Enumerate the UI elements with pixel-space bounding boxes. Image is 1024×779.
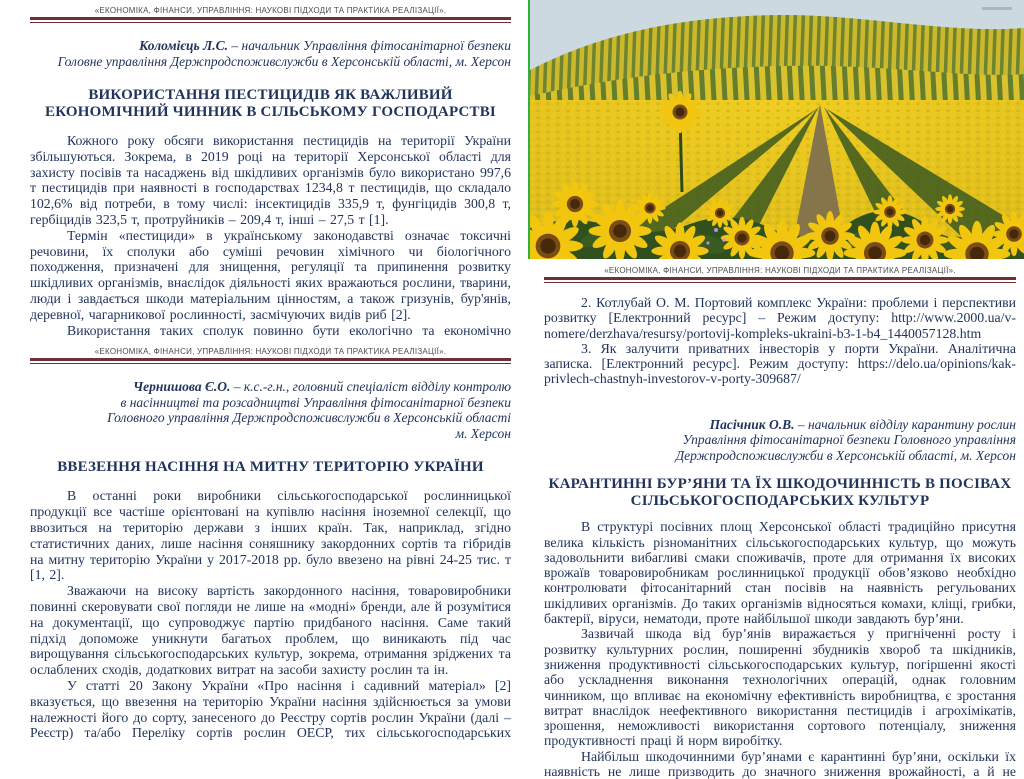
paragraph: Термін «пестициди» в українському законодавстві означає токсичні речовини, їх сполуки або суміші речовин хімічного чи біологічного походження, призначені для знищення, регуляції та припинення розвитку шкідливих організмів, внаслідок діяльності яких вражаються рослини, тварини, люди і завдається шкоди матеріальним цінностям, а також гризунів, бур'янів, деревної, чагарникової рослинності, засмічуючих видів риб [2]. — [30, 227, 511, 322]
journal-header-rule — [544, 277, 1016, 283]
title-line: КАРАНТИННІ БУР’ЯНИ ТА ЇХ ШКОДОЧИННІСТЬ В ПОСІВАХ — [548, 476, 1012, 493]
title-line: СІЛЬСЬКОГОСПОДАРСЬКИХ КУЛЬТУР — [630, 493, 930, 510]
paragraph: В останні роки виробники сільськогосподарської рослинницької продукції все частіше орієнтовані на купівлю насіння іноземної селекції, що ввозиться на територію держави з інших країн. Так, наприклад, згідно статистичних даних, лише насіння соняшнику закордонних сортів та гібридів на митну територію України у 2017-2018 рр. було ввезено на рівні 24-25 тис. т [1, 2]. — [30, 488, 511, 583]
photo-watermark — [982, 7, 1012, 10]
sunflower-field-photo — [528, 0, 1024, 259]
author-line — [30, 38, 511, 54]
author-affiliation: Головного управління Держпродспоживслужби в Херсонській області — [107, 410, 511, 426]
paragraph: Зважаючи на високу вартість закордонного насіння, товаровиробники повинні скеровувати свої погляди не лише на «модні» бренди, але й розумітися на документації, що супроводжує партію придбаного насіння. Саме такий підхід допоможе уникнути багатьох проблем, що виникають під час вирощування сільськогосподарських культур, зокрема, отримання зріджених та ослаблених сходів, додаткових витрат на засоби захисту рослин та ін. — [30, 583, 511, 678]
author-role: – начальник відділу карантину рослин — [794, 416, 1016, 432]
title-line: ВИКОРИСТАННЯ ПЕСТИЦИДІВ ЯК ВАЖЛИВИЙ — [88, 87, 453, 103]
reference-item: 3. Як залучити приватних інвесторів у порти України. Аналітична записка. [Електронний ресурс]. Режим доступу: https://delo.ua/opinions/kak-privlech-chastnyh-investorov-v-porty-309687/ — [544, 340, 1016, 387]
article-title-seeds-import: ВВЕЗЕННЯ НАСІННЯ НА МИТНУ ТЕРИТОРІЮ УКРАЇНИ — [57, 459, 484, 476]
author-name: Пасічник О.В. — [709, 416, 795, 432]
left-page — [30, 0, 511, 741]
author-affiliation: Управління фітосанітарної безпеки Головного управління — [682, 432, 1016, 448]
journal-running-header: «ЕКОНОМІКА, ФІНАНСИ, УПРАВЛІННЯ: НАУКОВІ ПІДХОДИ ТА ПРАКТИКА РЕАЛІЗАЦІЇ». — [604, 266, 956, 275]
title-line: ЕКОНОМІЧНИЙ ЧИННИК В СІЛЬСЬКОМУ ГОСПОДАРСТВІ — [45, 104, 496, 120]
article-title-quarantine-weeds — [544, 476, 1016, 510]
reference-item: 2. Котлубай О. М. Портовий комплекс України: проблеми і перспективи розвитку [Електронний ресурс] – Режим доступу: http://www.2000.ua/v-nomere/derzhava/resursy/portovij-kompleks-ukraini-b3-1-b4_1440057128.htm — [544, 295, 1016, 341]
paragraph: В структурі посівних площ Херсонської області традиційно присутня велика кількість різноманітних сільськогосподарських культур, що можуть задовольнити вибагливі смаки споживачів, проте для отримання їх високих врожаїв товаровиробникам рослинницької продукції обов’язково необхідно контролювати фітосанітарний стан посівів на наявність регульованих шкідливих організмів. До таких організмів відносяться комахи, кліщі, грибки, бактерії, віруси, нематоди, проте найбільшої шкоди завдають бур’яни. — [544, 519, 1016, 627]
journal-header-rule — [30, 17, 511, 23]
paragraph: Зазвичай шкода від бур’янів виражається у пригніченні росту і розвитку культурних рослин, поширенні збудників хвороб та шкідників, зниження продуктивності сільськогосподарських культур, погіршенні якості або ускладнення виконання технологічних операцій, однак головним чинником, що впливає на економічну ефективність виробництва, є зростання витрат внаслідок неефективного використання пестицидів і агрохімікатів, зрошення, неможливості використання сортового потенціалу, зниження продуктивності праці й норм виробітку. — [544, 626, 1016, 749]
journal-running-header: «ЕКОНОМІКА, ФІНАНСИ, УПРАВЛІННЯ: НАУКОВІ ПІДХОДИ ТА ПРАКТИКА РЕАЛІЗАЦІЇ». — [94, 6, 447, 15]
paragraph: У статті 20 Закону України «Про насіння і садивний матеріал» [2] вказується, що ввезення на територію України насіння здійснюється за умови належності його до сорту, занесеного до Реєстру сортів рослин України (далі – Реєстр) та/або Переліку сортів рослин ОЕСР, тих сільськогосподарських — [30, 677, 511, 741]
author-block-chernyshova — [30, 379, 511, 441]
author-role: – к.с.-г.н., головний спеціаліст відділу контролю — [230, 379, 511, 395]
right-page — [544, 261, 1016, 779]
article-title-pesticides — [30, 87, 511, 121]
paragraph: Найбільш шкодочинними бур’янами є карантинні бур’яни, оскільки їх наявність не лише призводить до значного зниження врожайності, а й не — [544, 748, 1016, 779]
author-name: Чернишова Є.О. — [133, 379, 231, 395]
author-line — [30, 379, 511, 395]
author-name: Коломієць Л.С. — [139, 38, 229, 53]
author-block-pasichnyk — [544, 417, 1016, 464]
journal-header-rule — [30, 358, 511, 364]
paragraph: Використання таких сполук повинно бути екологічно та економічно — [67, 322, 511, 338]
author-affiliation: в насінництві та розсадництві Управління фітосанітарної безпеки — [120, 394, 511, 410]
author-block-kolomiiets — [30, 38, 511, 69]
author-affiliation: м. Херсон — [455, 425, 511, 441]
author-affiliation: Держпродспоживслужби в Херсонській області, м. Херсон — [675, 447, 1016, 463]
author-role: – начальник Управління фітосанітарної безпеки — [228, 38, 511, 53]
paragraph: Кожного року обсяги використання пестицидів на території України збільшуються. Зокрема, в 2019 році на території Херсонської області для захисту посівів та насаджень від шкідливих організмів було використано 997,6 т пестицидів при наявності в господарствах 1234,8 т пестицидів, що складало 102,6% від потреби, в тому числі: інсектицидів 335,9 т, фунгіцидів 300,8 т, гербіцидів 323,5 т, протруйників – 209,4 т, інші – 27,5 т [1]. — [30, 133, 511, 227]
author-line — [544, 417, 1016, 433]
author-affiliation: Головне управління Держпродспоживслужби в Херсонській області, м. Херсон — [57, 53, 511, 69]
journal-running-header: «ЕКОНОМІКА, ФІНАНСИ, УПРАВЛІННЯ: НАУКОВІ ПІДХОДИ ТА ПРАКТИКА РЕАЛІЗАЦІЇ». — [94, 347, 447, 357]
